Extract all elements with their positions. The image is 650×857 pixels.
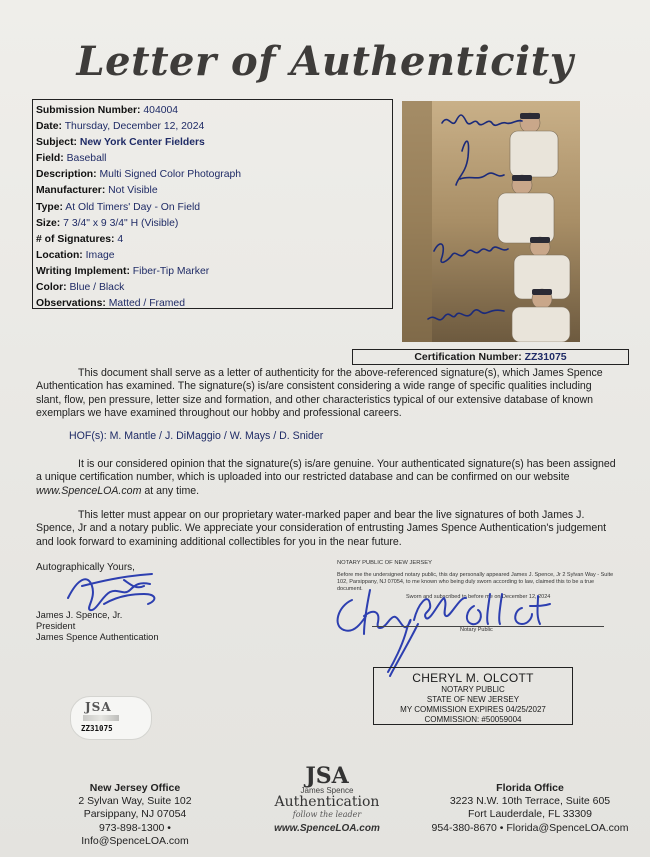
detail-row-field	[36, 151, 389, 167]
detail-label: Description:	[36, 169, 97, 181]
fl-office-address-1: 3223 N.W. 10th Terrace, Suite 605	[449, 795, 611, 808]
sticker-code: ZZ31075	[81, 724, 113, 733]
stamp-line: COMMISSION: #50059004	[424, 715, 522, 724]
photograph-illustration	[402, 101, 580, 342]
jsa-logo	[262, 765, 392, 840]
closing-salutation: Autographically Yours,	[36, 562, 135, 573]
detail-label: Submission Number:	[36, 105, 141, 116]
detail-value: Not Visible	[108, 185, 158, 197]
detail-row-submission	[36, 103, 389, 119]
detail-value: 4	[117, 233, 124, 245]
jsa-logo-mark: JSA	[305, 763, 349, 789]
detail-label: Subject:	[36, 137, 77, 149]
detail-label: Manufacturer:	[36, 185, 106, 197]
detail-value: 404004	[143, 105, 179, 116]
details-box	[32, 99, 393, 309]
certification-number: ZZ31075	[524, 351, 567, 363]
notary-signature-line	[372, 626, 604, 627]
sticker-hologram-strip	[83, 715, 119, 721]
detail-label: Size:	[36, 217, 61, 229]
detail-value: Fiber-Tip Marker	[132, 265, 210, 277]
detail-value: Baseball	[66, 153, 107, 165]
detail-label: Type:	[36, 201, 63, 213]
notary-text-line-2: 102, Parsippany, NJ 07054, to me known who being duly sworn according to law, claimed this to be a true	[337, 579, 595, 585]
detail-row-size	[36, 216, 389, 232]
certification-label: Certification Number:	[414, 351, 522, 363]
detail-row-type	[36, 200, 389, 216]
detail-label: Observations:	[36, 298, 106, 310]
detail-row-subject	[36, 135, 389, 151]
detail-row-color	[36, 280, 389, 296]
detail-row-signatures	[36, 232, 389, 248]
stamp-line: NOTARY PUBLIC	[441, 685, 505, 694]
notary-stamp	[373, 667, 573, 725]
detail-value: 7 3/4" x 9 3/4" H (Visible)	[63, 217, 179, 229]
jsa-logo-main: Authentication	[274, 794, 380, 810]
jsa-website-link[interactable]: www.SpenceLOA.com	[274, 823, 380, 834]
paragraph-text: at any time.	[141, 484, 200, 497]
jsa-hologram-sticker	[70, 696, 152, 740]
jsa-logo-sub: James Spence	[300, 786, 354, 795]
detail-label: Writing Implement:	[36, 265, 130, 277]
fl-office-address-2: Fort Lauderdale, FL 33309	[468, 808, 592, 821]
nj-office-contact: 973-898-1300 • Info@SpenceLOA.com	[81, 821, 189, 847]
hof-line: HOF(s): M. Mantle / J. DiMaggio / W. Mays / D. Snider	[69, 430, 324, 442]
detail-value: New York Center Fielders	[79, 137, 205, 149]
detail-value: Multi Signed Color Photograph	[99, 169, 242, 181]
detail-row-manufacturer	[36, 183, 389, 199]
signed-photograph	[402, 101, 580, 342]
footer-nj-office	[60, 782, 210, 848]
paragraph-text: It is our considered opinion that the signature(s) is/are genuine. Your authenticated signature(s) has been assigned a unique certification number, which is uploaded into our restricted database and can be confirmed on our website	[36, 458, 616, 484]
detail-row-location	[36, 248, 389, 264]
fl-office-contact: 954-380-8670 • Florida@SpenceLOA.com	[431, 821, 629, 834]
jsa-logo-tagline: follow the leader	[292, 810, 362, 819]
body-paragraph-3	[36, 509, 616, 549]
president-signature	[64, 568, 174, 614]
body-paragraph-2	[36, 458, 616, 498]
document-title: Letter of Authenticity	[76, 38, 574, 85]
sticker-brand: JSA	[85, 700, 112, 714]
notary-title-small: Notary Public	[460, 627, 493, 633]
detail-row-implement	[36, 264, 389, 280]
detail-label: Date:	[36, 121, 62, 133]
detail-value: Image	[85, 249, 115, 261]
detail-label: # of Signatures:	[36, 233, 115, 245]
detail-row-date	[36, 119, 389, 135]
footer-fl-office	[430, 782, 630, 835]
stamp-line: MY COMMISSION EXPIRES 04/25/2027	[400, 705, 546, 714]
stamp-line: STATE OF NEW JERSEY	[426, 695, 520, 704]
body-paragraph-1	[36, 367, 616, 421]
signer-role: President	[36, 621, 76, 631]
detail-label: Color:	[36, 282, 67, 294]
notary-header: NOTARY PUBLIC OF NEW JERSEY	[337, 560, 433, 566]
certification-number-box	[352, 349, 629, 365]
paragraph-text: This document shall serve as a letter of authenticity for the above-referenced signature(s), which James Spence Authentication has examined. The signature(s) is/are consistent considering a wide range of specific qualities including slant, flow, pen pressure, letter size and formation, and other characteristics typical of our extensive database of known exemplars we have examined throughout our hobby and professional careers.	[36, 367, 603, 420]
fl-office-title: Florida Office	[496, 782, 564, 794]
nj-office-address-2: Parsippany, NJ 07054	[83, 808, 187, 821]
stamp-name: CHERYL M. OLCOTT	[412, 671, 534, 685]
notary-signature	[326, 586, 556, 678]
detail-row-description	[36, 167, 389, 183]
notary-text-line-3: document.	[337, 586, 363, 592]
website-link[interactable]: www.SpenceLOA.com	[36, 484, 142, 497]
detail-value: At Old Timers' Day - On Field	[65, 201, 201, 213]
detail-label: Field:	[36, 153, 64, 165]
signer-company: James Spence Authentication	[36, 632, 159, 642]
signer-name: James J. Spence, Jr.	[36, 610, 123, 620]
detail-row-observations	[36, 296, 389, 312]
paragraph-text: This letter must appear on our proprietary water-marked paper and bear the live signatures of both James J. Spence, Jr and a notary public. We appreciate your consideration of entrusting James Spence Authentication's judgement and look forward to examining additional collectibles for you in the near future.	[36, 509, 607, 548]
notary-text-line-1: Before me the undersigned notary public, this day personally appeared James J. Spence, Jr 2 Sylvan Way - Suite	[337, 572, 614, 578]
detail-label: Location:	[36, 249, 83, 261]
nj-office-address-1: 2 Sylvan Way, Suite 102	[78, 795, 192, 808]
detail-value: Blue / Black	[69, 282, 125, 294]
notary-sworn-line: Sworn and subscribed to before me on December 12, 2024	[406, 594, 551, 600]
detail-value: Thursday, December 12, 2024	[64, 121, 205, 133]
detail-value: Matted / Framed	[108, 298, 185, 310]
nj-office-title: New Jersey Office	[89, 782, 181, 794]
